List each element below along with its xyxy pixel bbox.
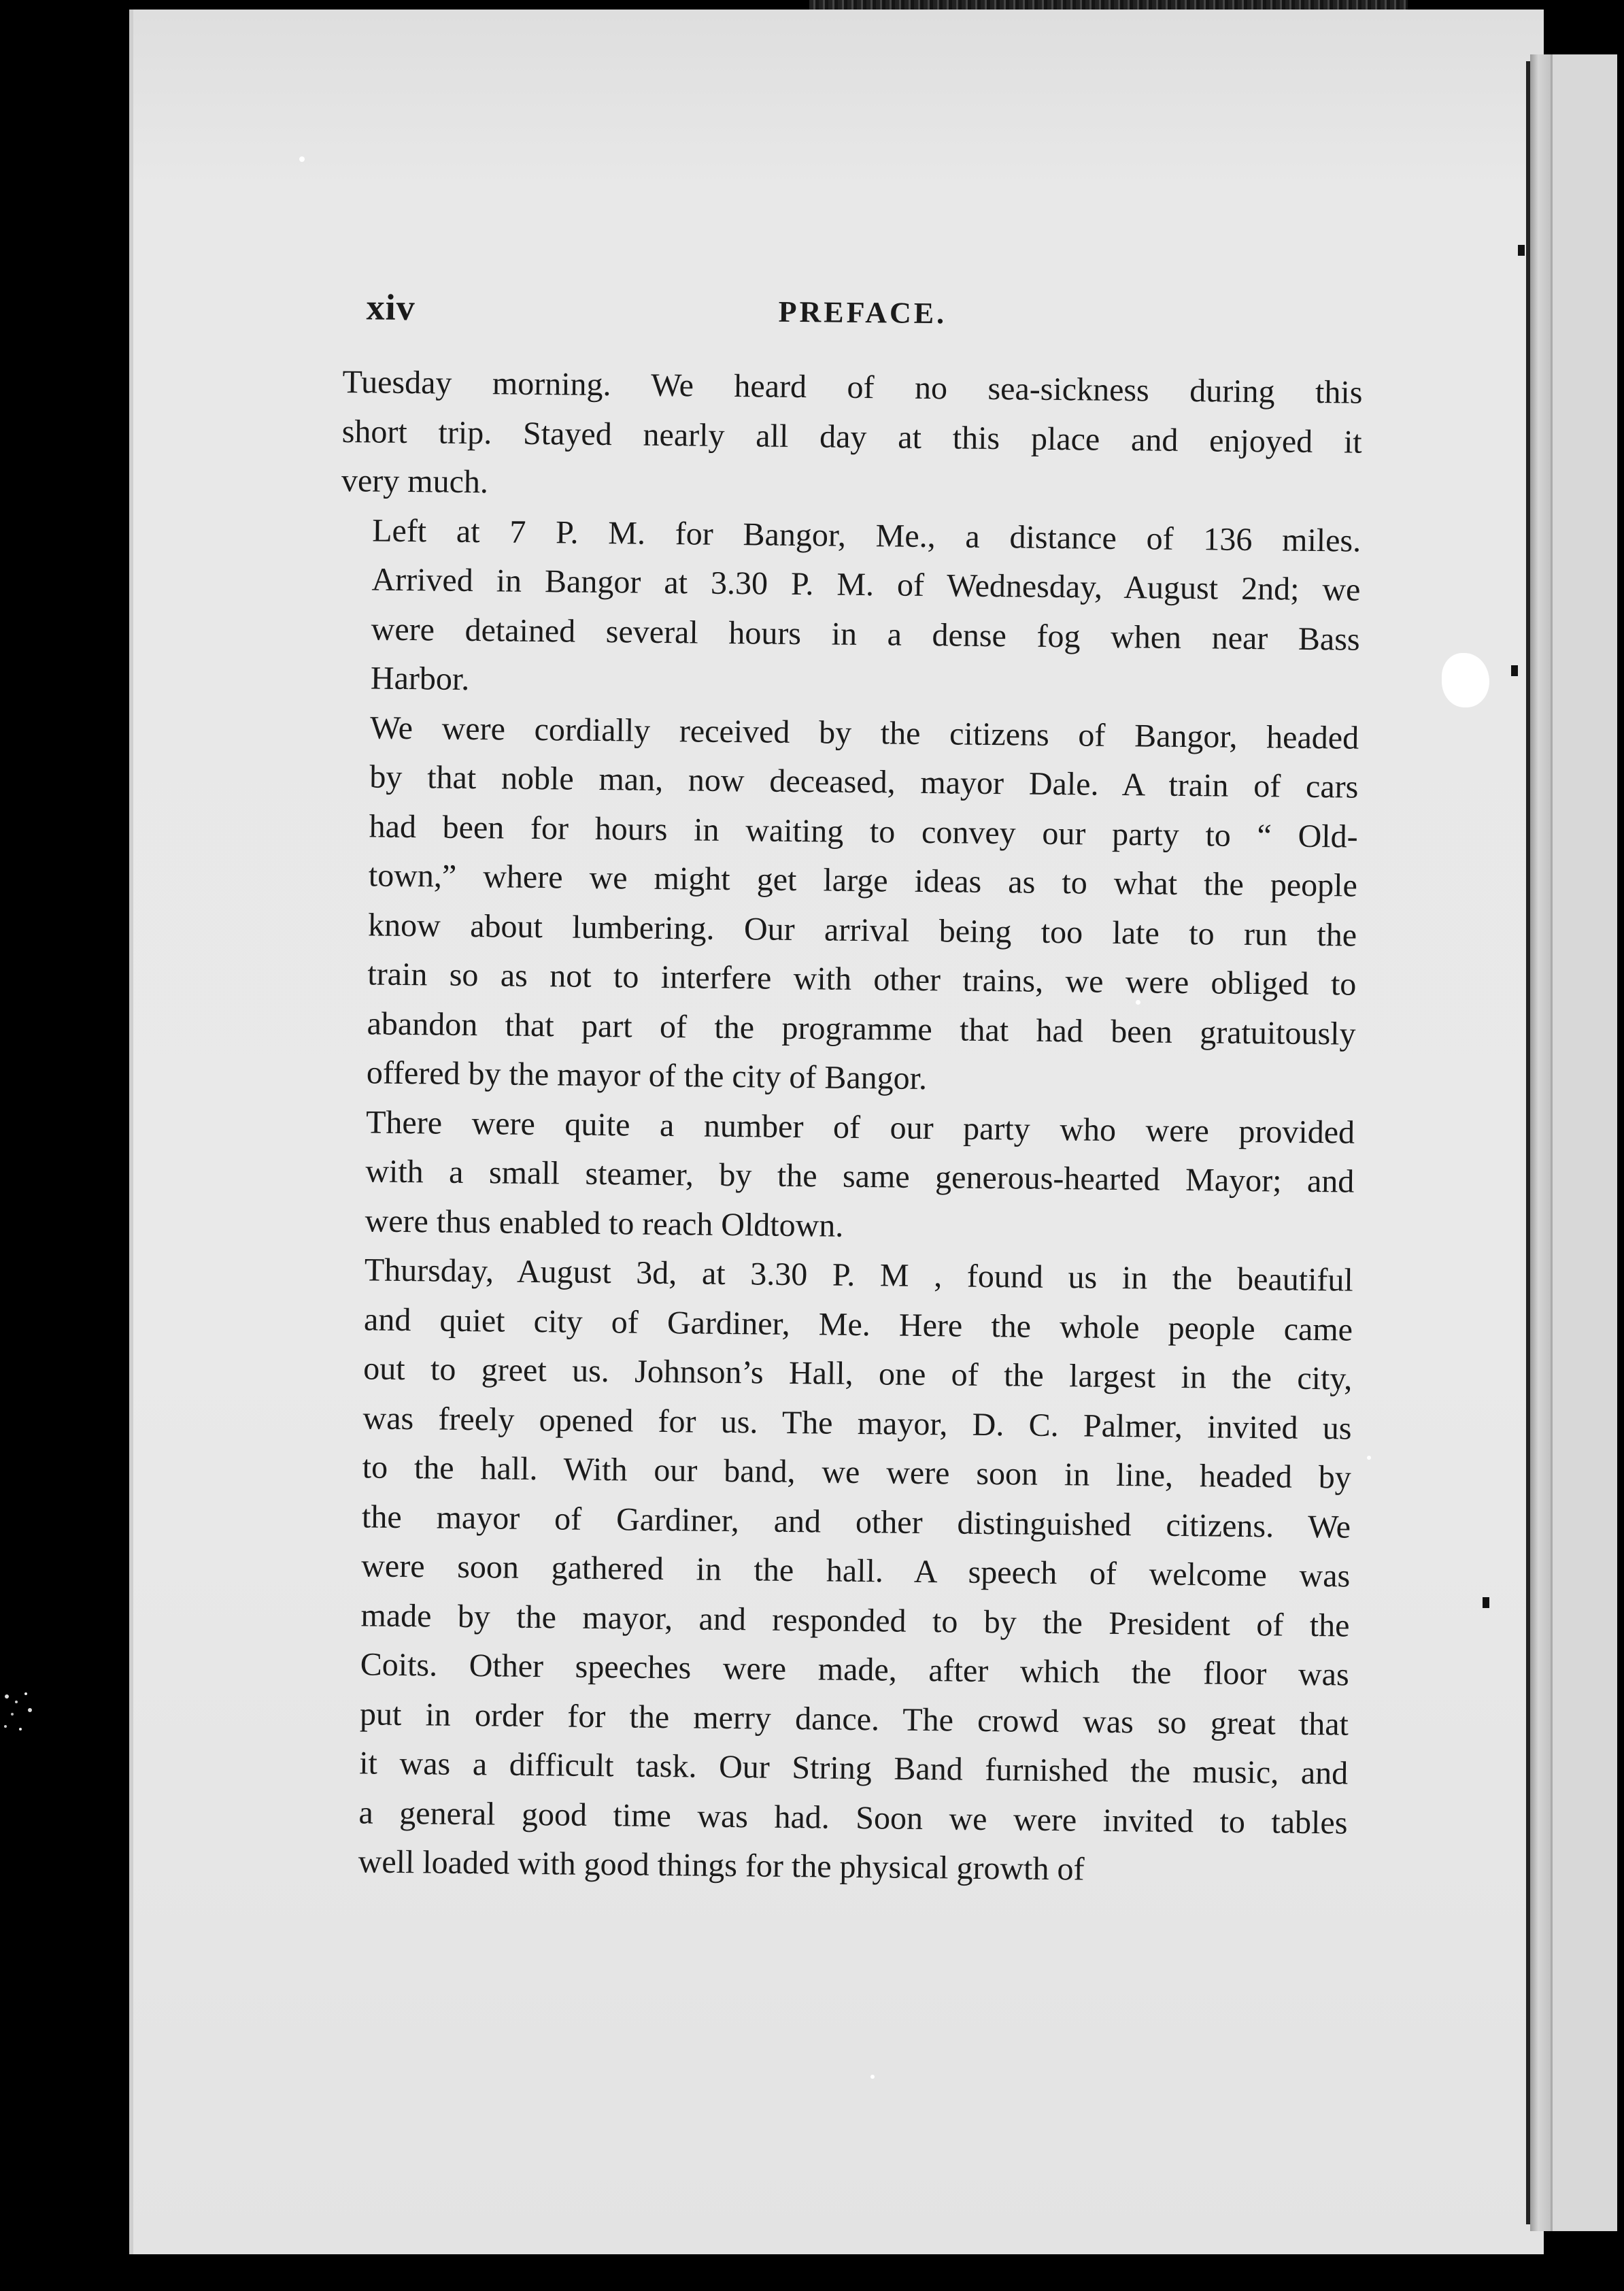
running-head bbox=[343, 286, 1364, 351]
text-line: by that noble man, now deceased, mayor Dale. A train of cars bbox=[369, 758, 1359, 805]
paragraph bbox=[335, 703, 1359, 1108]
scan-speck bbox=[870, 2075, 875, 2079]
text-line: Arrived in Bangor at 3.30 P. M. of Wednesday, August 2nd; we bbox=[371, 561, 1361, 608]
text-line: it was a difficult task. Our String Band furnished the music, and bbox=[358, 1745, 1349, 1792]
edge-mark bbox=[1518, 245, 1525, 256]
page-number: xiv bbox=[366, 286, 416, 329]
text-line: had been for hours in waiting to convey our party to “ Old- bbox=[369, 807, 1358, 855]
text-line: We were cordially received by the citizens of Bangor, headed bbox=[369, 709, 1359, 756]
text-line: Tuesday morning. We heard of no sea-sickness during this bbox=[342, 363, 1363, 411]
body-paragraphs bbox=[326, 358, 1362, 1897]
paragraph bbox=[339, 505, 1361, 714]
text-line: to the hall. With our band, we were soon in line, headed by bbox=[362, 1449, 1352, 1496]
text-line: were thus enabled to reach Oldtown. bbox=[365, 1202, 844, 1244]
text-line: well loaded with good things for the physical growth of bbox=[358, 1843, 1085, 1888]
text-line: put in order for the merry dance. The crowd was so great that bbox=[359, 1695, 1349, 1743]
text-line: out to greet us. Johnson’s Hall, one of the largest in the city, bbox=[363, 1350, 1353, 1397]
page-text bbox=[326, 286, 1364, 1897]
text-line: made by the mayor, and responded to by the President of the bbox=[360, 1596, 1350, 1644]
text-line: the mayor of Gardiner, and other distinguished citizens. We bbox=[361, 1498, 1351, 1545]
adjacent-page-edge bbox=[1551, 54, 1617, 2231]
paragraph bbox=[341, 358, 1363, 516]
text-line: town,” where we might get large ideas as to what the people bbox=[368, 857, 1358, 904]
text-line: Harbor. bbox=[370, 660, 470, 697]
edge-mark bbox=[1511, 665, 1518, 676]
scan-noise bbox=[0, 1687, 54, 1741]
text-line: very much. bbox=[341, 462, 489, 501]
text-line: was freely opened for us. The mayor, D. C. Palmer, invited us bbox=[362, 1399, 1352, 1447]
text-line: offered by the mayor of the city of Bangor. bbox=[366, 1054, 928, 1097]
scan-speck bbox=[1367, 1456, 1371, 1460]
text-line: with a small steamer, by the same generous-hearted Mayor; and bbox=[365, 1153, 1355, 1200]
text-line: Thursday, August 3d, at 3.30 P. M , found us in the beautiful bbox=[364, 1252, 1354, 1299]
text-line: short trip. Stayed nearly all day at this place and enjoyed it bbox=[341, 413, 1362, 461]
scan-speck bbox=[299, 156, 305, 162]
running-head-title: PREFACE. bbox=[778, 295, 947, 331]
text-line: Coits. Other speeches were made, after which the floor was bbox=[360, 1646, 1349, 1693]
text-line: Left at 7 P. M. for Bangor, Me., a distance of 136 miles. bbox=[371, 512, 1361, 559]
text-line: There were quite a number of our party who were provided bbox=[365, 1103, 1355, 1151]
text-line: train so as not to interfere with other trains, we were obliged to bbox=[367, 956, 1357, 1003]
edge-mark bbox=[1483, 1597, 1489, 1608]
paragraph bbox=[326, 1245, 1353, 1897]
text-line: abandon that part of the programme that had been gratuitously bbox=[367, 1005, 1356, 1052]
text-line: and quiet city of Gardiner, Me. Here the whole people came bbox=[363, 1301, 1353, 1348]
book-spine bbox=[1530, 54, 1551, 2231]
scan-blemish bbox=[1442, 653, 1489, 707]
text-line: know about lumbering. Our arrival being too late to run the bbox=[367, 906, 1357, 954]
text-line: were detained several hours in a dense fog when near Bass bbox=[371, 610, 1360, 658]
text-line: a general good time was had. Soon we were invited to tables bbox=[358, 1794, 1348, 1841]
text-line: were soon gathered in the hall. A speech of welcome was bbox=[361, 1548, 1351, 1594]
paragraph bbox=[333, 1097, 1355, 1256]
